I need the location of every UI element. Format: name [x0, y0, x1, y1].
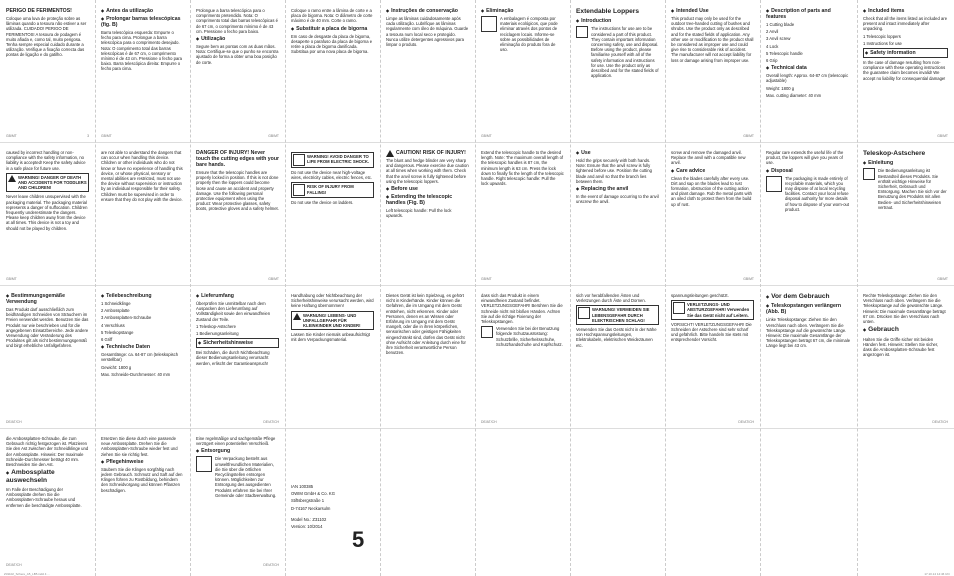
heading: ◆ Entsorgung: [196, 448, 279, 454]
footer-left: GB/MT: [481, 133, 492, 138]
footer-right: DE/AT/CH: [932, 419, 948, 424]
body-text-2: Säubern Sie die Klingen sorgfältig nach jedem Gebrauch. Schmutz und Saft auf den Klingen führen zu Rostbildung, behindern den Schneidvorgang und können Pflanzen beschädigen.: [101, 466, 183, 493]
heading: ◆ Lieferumfang: [196, 293, 279, 299]
footer-right: GB/MT: [937, 276, 948, 281]
footer-left: DE/AT/CH: [6, 419, 22, 424]
panel-r3c8: [665, 285, 760, 428]
heading: ◆ Pflegehinweise: [101, 459, 184, 465]
warning-icon: [386, 150, 394, 157]
part-item: 2 Anvil: [766, 29, 779, 35]
warning-title: WARNUNG! VERMEIDEN SIE LEBENSGEFAHR DURCH ELEKTRISCHEN SCHLAG!: [592, 307, 650, 323]
body-text-2: Segure bem as pontas com as duas mãos. Nota: Certifique-se que o punho se encontra ajustado de forma a obter uma boa posição de corte.: [196, 44, 279, 65]
panel-r1c6: [475, 0, 570, 142]
part-item: 5 Telescopic handle: [766, 50, 803, 56]
heading: ◆ Utilização: [196, 36, 279, 42]
column-divider: [857, 0, 858, 576]
body-text-2: Halten Sie die Griffe sicher mit beiden Händen fest. Hinweis: Stellen Sie sicher, dass die Ambossplatten-Schraube fest angezogen ist.: [863, 336, 939, 358]
footer-right: DE/AT/CH: [263, 562, 279, 567]
panel-r1c2: [95, 0, 190, 142]
panel-r3c4: [285, 285, 380, 428]
footer-left: GB/MT: [101, 133, 112, 138]
panel-r3c6: [475, 285, 570, 428]
version: Version: 10/2014: [291, 524, 323, 530]
part-item: 3 Ambossplatten-Schraube: [101, 315, 152, 321]
company-name: OWIM GmbH & Co. KG: [291, 491, 335, 497]
heading: ◆ Substituir a placa de bigorna: [291, 26, 374, 32]
tech-item: Overall length: Approx. 64-87 cm (telescopic adjustable): [766, 73, 849, 84]
subheading: ◆ Teleskopstangen verlängern (Abb. B): [766, 303, 851, 315]
heading: ◆ Teilebeschreibung: [101, 293, 184, 299]
panel-r2c7: [570, 142, 665, 285]
footer-left: GB/MT: [481, 276, 492, 281]
panel-r3c3: [190, 285, 285, 428]
body-text: sich vor herabfallenden Ästen und Verletzungen durch Äste und Dornen.: [576, 293, 646, 304]
part-item: 6 Grip: [766, 58, 778, 64]
safety-text: Bei Schäden, die durch Nichtbeachtung dieser Bedienungsanleitung verursacht werden, erlischt der Garantieanspruch!: [196, 350, 270, 366]
panel-r3c10: [857, 285, 954, 428]
warning-text: Never leave children unsupervised with the packaging material. The packaging material represents a danger of suffocation. Children frequently underestimate the dangers. Please keep children away from the device at all times. This device is not a toy and should not be played by children.: [6, 194, 88, 231]
panel-r2c5: [380, 142, 475, 285]
body-text-2: In the event of damage occurring to the anvil unscrew the anvil.: [576, 194, 659, 205]
panel-r3c7: [570, 285, 665, 428]
body-text: screw and remove the damaged anvil. Replace the anvil with a compatible new anvil.: [671, 150, 746, 166]
subheading: ◆ Prolongar barras telescópicas (fig. B): [101, 16, 184, 28]
column-divider: [665, 0, 666, 576]
safety-heading: ◆ Sicherheitshinweise: [196, 338, 279, 348]
no-ladder-icon: [673, 302, 685, 314]
footer-left: DE/AT/CH: [6, 562, 22, 567]
included-item: 1 Teleskop-Astschere: [196, 323, 236, 329]
panel-r1c4: [285, 0, 380, 142]
column-divider: [285, 0, 286, 576]
panel-r2c8: [665, 142, 760, 285]
footer-left: GB/MT: [6, 133, 17, 138]
model-number: Model No.: Z31102: [291, 516, 327, 522]
protective-equipment-icon: [481, 326, 493, 338]
panel-r4c3: [190, 428, 285, 576]
body-text: Barra telescópica esquerda: Empurre o fecho para cima. Prolongue a barra telescópica para o comprimento desejado. Nota: O comprimento total das barras telescópicas é de 67 cm, o comprimento mínimo é de 43 cm. Pressione o fecho para baixo. Barra telescópica direita: Empurre o fecho para cima.: [101, 30, 182, 72]
body-text-2: Em caso de desgaste da placa de bigorna, desaperte o parafuso da placa de bigorna e retire a placa de bigorna danificada. Substitua por uma nova placa de bigorna.: [291, 33, 373, 55]
column-divider: [475, 0, 476, 576]
tech-heading: ◆ Technische Daten: [101, 344, 184, 350]
part-item: 3 Anvil screw: [766, 36, 791, 42]
print-slug-left: Z31102_Schere_A5_LB5.indd 4 ...: [4, 572, 50, 576]
warning-title: RISK OF INJURY FROM FALLING!: [307, 184, 354, 195]
heading: ◆ Disposal: [766, 168, 851, 174]
heading: ◆ Ambossplatte auswechseln: [6, 469, 89, 484]
subheading: ◆ Einleitung: [863, 160, 948, 166]
heading: Teleskop-Astschere: [863, 150, 926, 157]
panel-r4c4: [285, 428, 380, 576]
safety-heading: ◆ Safety information: [863, 48, 948, 58]
print-slug: [0, 572, 954, 576]
part-item: 4 Verschluss: [101, 322, 125, 328]
heading: DANGER OF INJURY! Never touch the cutting edges with your bare hands.: [196, 150, 279, 168]
body-text: The blunt and hedge blinder are very sharp and dangerous. Please exercise due caution at all times when working with them. Check that the anvil screw is fully tightened before using the telescopic loppers.: [386, 158, 469, 184]
footer-left: DE/AT/CH: [481, 419, 497, 424]
warning-box: [576, 305, 659, 325]
page-number: 5: [352, 527, 365, 552]
body-text-2: The packaging is made entirely of recyclable materials, which you may dispose of at local recycling facilities. Contact your local refuse disposal authority for more details of how to dispose of your worn-out product.: [785, 175, 850, 212]
body-text: A embalagem é composta por materiais ecológicos, que pode eliminar através dos pontos de reciclagem locais. Informe-se sobre as possibilidades de eliminação do produto fora de uso.: [500, 16, 558, 53]
body-text: Rechte Teleskopstange: Ziehen Sie den Verschluss nach oben. Verlängern Sie die Teleskopstange auf die gewünschte Länge. Hinweis: Die maximale Gesamtlänge beträgt 67 cm. Drücken Sie den Verschluss nach unten.: [863, 293, 946, 325]
warning-title: WARNUNG! LEBENS- UND UNFALLGEFAHR FÜR KLEINKINDER UND KINDER!: [303, 312, 361, 329]
heading: PERIGO DE FERIMENTOS!: [6, 8, 72, 14]
warning-title: WARNING! AVOID DANGER TO LIFE FROM ELECTRIC SHOCK.: [307, 154, 370, 165]
body-text: Ensure that the telescopic handles are properly locked in position. If this is not done properly then the loppers could become loose and cause an accident and property damage. Use the following personal protective equipment when using the product: Wear protective glasses, safety boots, protective gloves and a safety helmet.: [196, 170, 279, 212]
subheading: ◆ Before use: [386, 186, 469, 192]
warning-box: [6, 173, 89, 193]
warning-text: Do not use the device near high-voltage wires, electricity cables, electric fences, etc.: [291, 170, 372, 181]
body-text: are not able to understand the dangers that can occur when handling this device. Children or other individuals who do not know or have no experience of handling this device, or whose physical, sensory or mental abilities are restricted, must not use the device without supervision or instruction by an individual responsible for their safety. Children must be supervised in order to ensure that they do not play with the device.: [101, 150, 183, 202]
heading: Extendable Loppers: [576, 8, 640, 15]
part-item: 1 Schneidklinge: [101, 301, 131, 306]
row-3: [0, 285, 954, 428]
body-text-2: Left telescopic handle: Pull the lock upwards.: [386, 208, 452, 219]
column-divider: [190, 0, 191, 576]
column-divider: [380, 0, 381, 576]
body-text-2: VORSICHT! VERLETZUNGSGEFAHR! Die Schneiden der Astschere sind sehr scharf und gefährlich. Bitte handeln Sie stets mit entsprechender Vorsicht.: [671, 321, 752, 343]
body-text: Das Produkt darf ausschließlich zum beidhändigen Schneiden von Sträuchern im Freien verwendet werden. Benutzen Sie das Produkt nur wie beschrieben und für die angegebenen Einsatzbereiche. Jede andere Verwendung oder Veränderung des Produktes gilt als nicht bestimmungsgemäß und birgt erhebliche Unfallgefahren.: [6, 307, 89, 349]
no-electric-icon: [578, 307, 590, 319]
row-1: [0, 0, 954, 142]
no-ladder-icon: [293, 184, 305, 196]
panel-r2c6: [475, 142, 570, 285]
footer-right: GB/MT: [268, 133, 279, 138]
row-2: [0, 142, 954, 285]
body-text: Prolongue a barra telescópica para o comprimento pretendido. Nota: O comprimento total das barras telescópicas é de 67 cm, o comprimento mínimo é de 43 cm. Pressione o fecho para baixo.: [196, 8, 278, 34]
heading: ◆ Gebrauch: [863, 326, 948, 333]
footer-right: GB/MT: [743, 133, 754, 138]
manual-icon: [863, 168, 875, 180]
tech-item: Max. cutting diameter: 40 mm: [766, 92, 822, 98]
warning-box: [671, 300, 754, 320]
recycle-icon: [766, 176, 782, 192]
part-item: 5 Teleskopstange: [101, 329, 134, 335]
body-text: Überprüfen Sie unmittelbar nach dem Auspacken den Lieferumfang auf Vollständigkeit sowie den einwandfreien Zustand der Teile.: [196, 301, 271, 322]
warning-box: [291, 311, 374, 331]
included-item: 1 Telescopic loppers: [863, 33, 901, 39]
footer-right: GB/MT: [937, 133, 948, 138]
heading: ◆ Bestimmungsgemäße Verwendung: [6, 293, 89, 305]
body-text: Linke Teleskopstange: Ziehen Sie den Verschluss nach oben. Verlängern Sie die Teleskopstange auf die gewünschte Länge. Hinweis: Die maximale Gesamtlänge der Teleskopstangen beträgt 67 cm, die minimale Länge liegt bei 43 cm.: [766, 317, 851, 349]
body-text: Limpe as lâminas cuidadosamente após cada utilização. Lubrifique as lâminas regularmente com óleo de máquina. Guarde a tesoura num local seco e protegido. Nunca utilize detergentes agressivos para limpar o produto.: [386, 16, 469, 48]
warning-text: Lassen Sie Kinder niemals unbeaufsichtigt mit dem Verpackungsmaterial.: [291, 332, 370, 343]
part-item: 1 Cutting blade: [766, 22, 795, 27]
warning-box-shock: [291, 152, 374, 168]
included-item: 1 Instructions for use: [863, 40, 902, 46]
column-divider: [760, 0, 761, 576]
heading: ◆ Included items: [863, 8, 948, 14]
warning-title: VERLETZUNGS- UND ABSTURZGEFAHR! Verwenden Sie das Gerät nicht auf Leitern.: [687, 302, 750, 318]
heading: ◆ Instruções de conservação: [386, 8, 469, 14]
panel-r3c1: [0, 285, 95, 428]
body-text: caused by incorrect handling or non-compliance with the safety information, no liability is accepted! Keep the safety advice in a safe place for future use.: [6, 150, 86, 171]
body-text: dass sich das Produkt in einem einwandfreien Zustand befindet. VERLETZUNGSGEFAHR! Berühren Sie die Schneide nicht mit bloßen Händen. Achten Sie auf die richtige Fixierung der Teleskopstangen.: [481, 293, 563, 325]
body-text: Coloque o ramo entre a lâmina de corte e a placa de bigorna. Nota: O diâmetro de corte máximo é de 40 mm. Corte o ramo.: [291, 8, 373, 24]
tech-item: Weight: 1800 g: [766, 85, 795, 91]
heading: ◆ Eliminação: [481, 8, 564, 14]
body-text: Dieses Gerät ist kein Spielzeug, es gehört nicht in Kinderhände. Kinder können die Gefahren, die im Umgang mit dem Gerät entstehen, nicht erkennen. Kinder oder Personen, denen es an Wissen oder Erfahrung im Umgang mit dem Gerät mangelt, oder die in ihren körperlichen, sensorischen oder geistigen Fähigkeiten eingeschränkt sind, dürfen das Gerät nicht ohne Aufsicht oder Anleitung durch eine für ihre Sicherheit verantwortliche Person benutzen.: [386, 293, 466, 356]
ian-number: IAN 100385: [291, 484, 314, 489]
panel-r1c8: [665, 0, 760, 142]
heading: ◆ Antes da utilização: [101, 8, 184, 14]
body-text: The instructions for use are to be considered a part of this product. They contain important information concerning safety, use and disposal. Before using the product, please familiarise yourself with all of the safety information and instructions for use. Use the product only as described and for the stated fields of application.: [591, 26, 659, 79]
warning-text: Verwenden Sie das Gerät nicht in der Nähe von Hochspannungsleitungen, Elektrokabeln, elektrischen Weidezäunen etc.: [576, 327, 657, 348]
footer-right: DE/AT/CH: [738, 419, 754, 424]
panel-r2c10: [857, 142, 954, 285]
company-city: D-74167 Neckarsulm: [291, 505, 331, 511]
included-item: 1 Bedienungsanleitung: [196, 331, 239, 337]
footer-right: 3: [87, 133, 89, 138]
manual-icon: [576, 26, 588, 38]
panel-r4c2: [95, 428, 190, 576]
subheading: ◆ Replacing the anvil: [576, 186, 659, 192]
body-text: Ersetzen Sie diese durch eine passende neue Ambossplatte. Drehen Sie die Ambossplatten-Schraube wieder fest und ziehen Sie sie richtig fest.: [101, 436, 178, 457]
warning-text: Do not use the device on ladders.: [291, 200, 354, 206]
column-divider: [95, 0, 96, 576]
panel-r1c3: [190, 0, 285, 142]
warning-title: WARNING! DANGER OF DEATH AND ACCIDENTS FOR TODDLERS AND CHILDREN!: [18, 174, 87, 191]
panel-r2c4: [285, 142, 380, 285]
warning-icon: [293, 313, 301, 320]
body-text-2: Im Falle der Beschädigung der Ambossplatte drehen Sie die Ambossplatten-Schraube heraus und entfernen die beschädigte Ambossplatte.: [6, 487, 82, 508]
heading: ◆ Vor dem Gebrauch: [766, 293, 851, 300]
warning-text: Verwenden Sie bei der Benutzung folgende Schutzausrüstung: Schutzbrille, Sicherheitsschuhe, Schutzhandschuhe und Kopfschutz.: [496, 326, 563, 347]
heading: ◆ Description of parts and features: [766, 8, 851, 20]
panel-r1c10: [857, 0, 954, 142]
panel-r1c5: [380, 0, 475, 142]
tech-item: Gewicht: 1800 g: [101, 364, 132, 370]
warning-icon: [8, 175, 16, 182]
panel-r3c9: [760, 285, 857, 428]
tech-heading: ◆ Technical data: [766, 65, 851, 71]
panel-r1c9: [760, 0, 857, 142]
recycle-icon: [481, 16, 497, 32]
row-4: [0, 428, 954, 576]
no-electric-icon: [293, 154, 305, 166]
body-text: Hold the grips securely with both hands. Note: Ensure that the anvil screw is fully tightened before use. Position the cutting blade and anvil so that the branch lies between them.: [576, 158, 652, 184]
part-item: 2 Ambossplatte: [101, 308, 130, 314]
body-text: die Ambossplatten-Schraube, die zum Gebrauch richtig festgezogen ist. Platzieren Sie den Ast zwischen der Schneidklinge und der Ambossplatte. Hinweis: Der maximale Schneide-Durchmesser beträgt 40 mm. Beschneiden Sie den Ast.: [6, 436, 89, 468]
column-divider: [570, 0, 571, 576]
footer-right: GB/MT: [268, 276, 279, 281]
body-text: Extend the telescopic handle to the desired length. Note: The maximum overall length of the telescopic handles is 87 cm, the minimum length is 63 cm. Press the lock down to finally fix the length of the telescopic handle. Right telescopic handle: Pull the lock upwards.: [481, 150, 564, 187]
recycle-icon: [196, 456, 212, 472]
company-street: Stiftsbergstraße 1: [291, 498, 325, 504]
panel-r2c1: [0, 142, 95, 285]
footer-right: DE/AT/CH: [263, 419, 279, 424]
panel-r3c2: [95, 285, 190, 428]
panel-r1c7: [570, 0, 665, 142]
panel-r4c1: [0, 428, 95, 576]
body-text: This product may only be used for the outdoor tree-handed cutting of bushes and shrubs. Use the product only as described and for the stated fields of application. Any other use or modification to the product shall be considered as improper use and could give rise to considerable risk of accident. The manufacturer will not accept liability for loss or damage arising from improper use.: [671, 16, 754, 63]
body-text: Handhabung oder Nichtbeachtung der Sicherheitshinweise verursacht werden, wird keine Haftung übernommen!: [291, 293, 374, 309]
footer-right: GB/MT: [743, 276, 754, 281]
tech-item: Max. Schneide-Durchmesser: 40 mm: [101, 371, 171, 377]
body-text: Coloque uma luva de proteção sobre as lâminas quando a tesoura não estiver a ser utilizada. CUIDADO! PERIGO DE FERIMENTOS! A tesoura de podagem é muito afiada e, como tal, muito perigosa. Tenha sempre especial cuidado durante a utilização. Verifique a fixação correcta das pontas de ligação e do gatilho.: [6, 16, 87, 58]
tech-item: Gesamtlänge: ca. 64-87 cm (teleskopisch verstellbar): [101, 352, 179, 363]
subheading: ◆ Introduction: [576, 18, 659, 24]
footer-left: GB/MT: [6, 276, 17, 281]
warning-box-falling: [291, 182, 374, 198]
body-text-2: Die Verpackung besteht aus umweltfreundlichen Materialien, die Sie über die örtlichen Recyclingstellen entsorgen können. Möglichkeiten zur Entsorgung des ausgedienten Produkts erfahren Sie bei Ihrer Gemeinde oder Stadtverwaltung.: [215, 456, 277, 498]
safety-text: In the case of damage resulting from non-compliance with these operating instructions the guarantee claim becomes invalid! We accept no liability for consequential damage!: [863, 60, 946, 81]
panel-r3c5: [380, 285, 475, 428]
panel-r1c1: [0, 0, 95, 142]
heading: ◆ Intended Use: [671, 8, 754, 14]
part-item: 6 Griff: [101, 337, 113, 343]
heading: ◆ Use: [576, 150, 659, 156]
panel-r2c9: [760, 142, 857, 285]
panel-r2c2: [95, 142, 190, 285]
panel-r2c3: [190, 142, 285, 285]
body-text: Die Bedienungsanleitung ist Bestandteil dieses Produkts. Sie enthält wichtige Hinweise für Sicherheit, Gebrauch und Entsorgung. Machen Sie sich vor der Benutzung des Produkts mit allen Bedien- und Sicherheitshinweisen vertraut.: [878, 168, 947, 210]
part-item: 4 Lock: [766, 43, 779, 49]
print-slug-right: 17.10.14 14:46 Uhr: [924, 572, 950, 576]
body-text: spannungsleitungen geschützt.: [671, 293, 729, 298]
body-text: Check that all the items listed as included are present and intact immediately after unpacking.: [863, 16, 948, 32]
body-text-2: Clean the blades carefully after every use. Dirt and sap on the blades lead to rust formation, obstruction of the cutting action and plant damage. Rub the metal parts with an oiled cloth to protect them from the build up of rust.: [671, 175, 753, 207]
heading: CAUTION! RISK OF INJURY!: [396, 150, 466, 156]
subheading-2: ◆ Extending the telescopic handles (Fig. B): [386, 194, 469, 206]
body-text: Eine regelmäßige und sachgemäße Pflege verzögert einen potentiellen Verschleiß.: [196, 436, 276, 447]
body-text: Regular care extends the useful life of the product, the loppers will give you years of use.: [766, 150, 844, 166]
heading: ◆ Care advice: [671, 168, 754, 174]
